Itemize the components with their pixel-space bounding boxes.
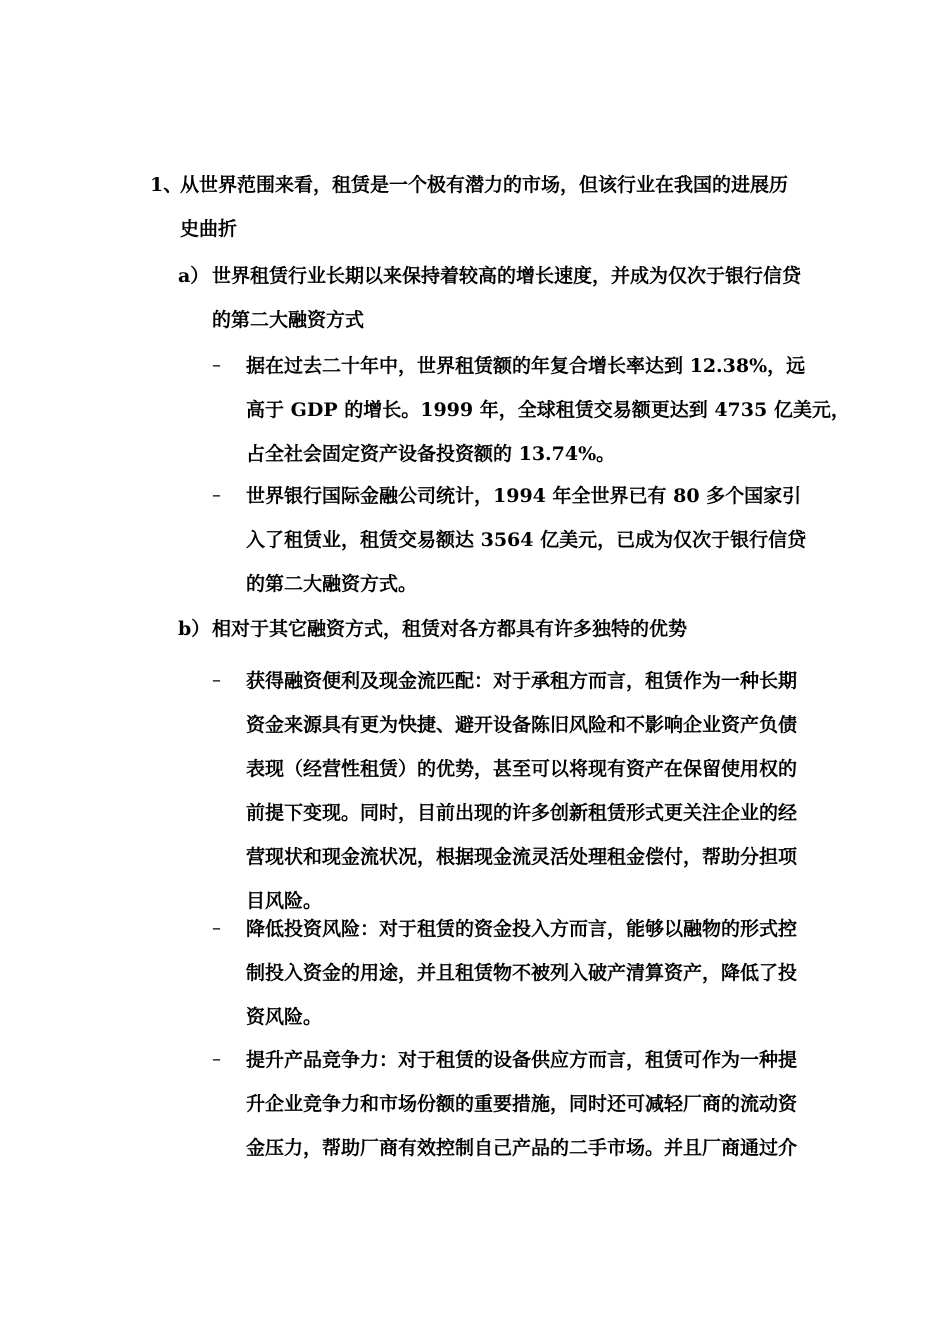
bullet-a2-line-3: 的第二大融资方式。: [246, 573, 418, 595]
subsection-b-marker: b）: [178, 618, 211, 640]
bullet-a1-dash: –: [212, 355, 221, 376]
section-1-marker: 1、: [150, 174, 183, 196]
section-1-line-1: 从世界范围来看，租赁是一个极有潜力的市场，但该行业在我国的进展历: [180, 174, 789, 196]
bullet-a2-line-1: 世界银行国际金融公司统计，1994 年全世界已有 80 多个国家引: [246, 485, 802, 507]
bullet-b1-text: [246, 659, 797, 923]
bullet-b2-text: [246, 907, 797, 1039]
bullet-b1-line-6: 目风险。: [246, 890, 323, 912]
bullet-a1-line-2: 高于 GDP 的增长。1999 年，全球租赁交易额更达到 4735 亿美元，: [246, 399, 850, 421]
bullet-b3-line-2: 升企业竞争力和市场份额的重要措施，同时还可减轻厂商的流动资: [246, 1093, 798, 1115]
subsection-a-text: [212, 254, 801, 342]
bullet-a2-text: [246, 474, 806, 606]
bullet-b3-text: [246, 1038, 797, 1170]
bullet-b1-dash: –: [212, 670, 221, 691]
section-1-line-2: 史曲折: [180, 218, 238, 240]
bullet-b1-line-3: 表现（经营性租赁）的优势，甚至可以将现有资产在保留使用权的: [246, 758, 798, 780]
bullet-b2-line-3: 资风险。: [246, 1006, 323, 1028]
bullet-a2-dash: –: [212, 485, 221, 506]
bullet-b2-dash: –: [212, 918, 221, 939]
subsection-a-line-1: 世界租赁行业长期以来保持着较高的增长速度，并成为仅次于银行信贷: [212, 265, 802, 287]
bullet-b1-line-5: 营现状和现金流状况，根据现金流灵活处理租金偿付，帮助分担项: [246, 846, 798, 868]
bullet-b1-line-1: 获得融资便利及现金流匹配：对于承租方而言，租赁作为一种长期: [246, 670, 798, 692]
bullet-b3-dash: –: [212, 1049, 221, 1070]
bullet-a1-line-1: 据在过去二十年中，世界租赁额的年复合增长率达到 12.38%，远: [246, 355, 806, 377]
subsection-a-line-2: 的第二大融资方式: [212, 309, 365, 331]
bullet-b3-line-1: 提升产品竞争力：对于租赁的设备供应方而言，租赁可作为一种提: [246, 1049, 798, 1071]
bullet-b1-line-4: 前提下变现。同时，目前出现的许多创新租赁形式更关注企业的经: [246, 802, 798, 824]
bullet-b3-line-3: 金压力，帮助厂商有效控制自己产品的二手市场。并且厂商通过介: [246, 1137, 798, 1159]
bullet-a1-line-3: 占全社会固定资产设备投资额的 13.74%。: [246, 443, 616, 465]
bullet-a2-line-2: 入了租赁业，租赁交易额达 3564 亿美元，已成为仅次于银行信贷: [246, 529, 807, 551]
subsection-b-line-1: 相对于其它融资方式，租赁对各方都具有许多独特的优势: [212, 618, 688, 640]
bullet-a1-text: [246, 344, 850, 476]
bullet-b2-line-1: 降低投资风险：对于租赁的资金投入方而言，能够以融物的形式控: [246, 918, 798, 940]
subsection-a-marker: a）: [178, 265, 210, 287]
section-1-text: [180, 163, 788, 251]
subsection-b-text: [212, 607, 687, 651]
bullet-b2-line-2: 制投入资金的用途，并且租赁物不被列入破产清算资产，降低了投: [246, 962, 798, 984]
bullet-b1-line-2: 资金来源具有更为快捷、避开设备陈旧风险和不影响企业资产负债: [246, 714, 798, 736]
